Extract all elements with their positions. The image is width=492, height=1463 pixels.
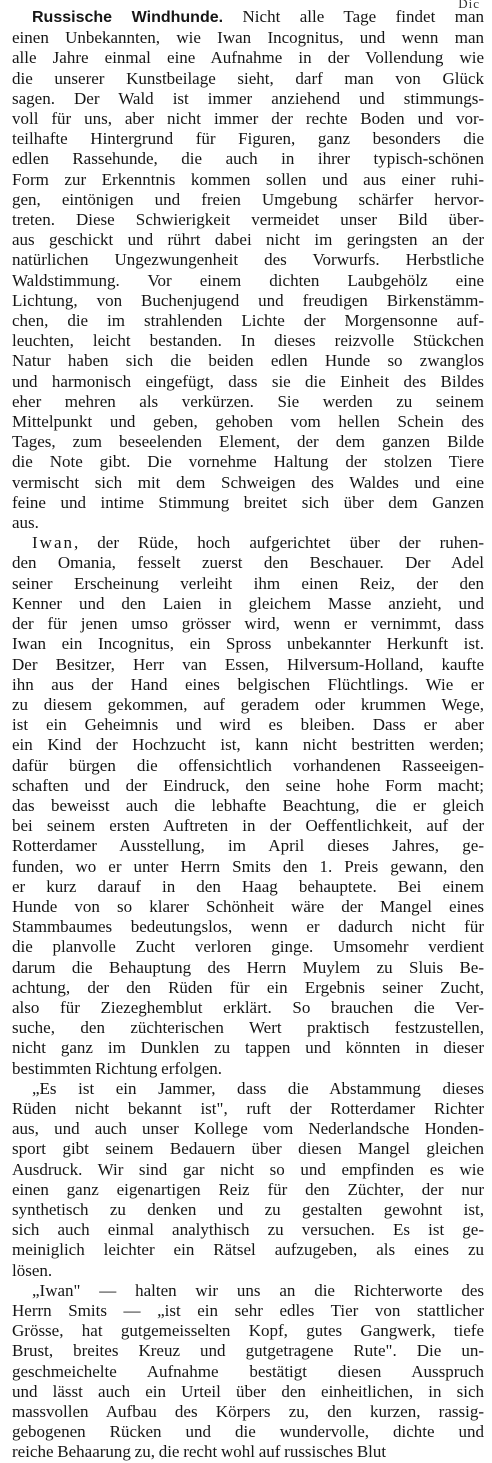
text-line-rest: Nicht alle Tage findet man xyxy=(223,7,484,26)
text-line: Form zur Erkenntnis kommen sollen und aus einer ruhi- xyxy=(12,169,484,189)
text-line: massvollen Aufbau des Körpers zu, den kurzen, rassig- xyxy=(12,1402,484,1422)
text-line: Waldstimmung. Vor einem dichten Laubgehölz eine xyxy=(12,270,484,290)
text-line: seiner Erscheinung verleiht ihm einen Reiz, der den xyxy=(12,573,484,593)
text-line: das beweisst auch die lebhafte Beachtung, die er gleich xyxy=(12,795,484,815)
spaced-name: Iwan xyxy=(32,533,74,553)
text-line: achtung, der den Rüden für ein Ergebnis seiner Zucht, xyxy=(12,977,484,997)
text-line: „Es ist ein Jammer, dass die Abstammung dieses xyxy=(32,1078,484,1098)
text-line: lösen. xyxy=(12,1260,53,1280)
text-line: den Omania, fesselt zuerst den Beschauer. Der Adel xyxy=(12,553,484,573)
text-line: die unserer Kunstbeilage sieht, darf man von Glück xyxy=(12,68,484,88)
text-line: vermischt sich mit dem Schweigen des Waldes und eine xyxy=(12,472,484,492)
text-line: edlen Rassehunde, die auch in ihrer typisch-schönen xyxy=(12,149,484,169)
text-line: Ausdruck. Wir sind gar nicht so und empfinden es wie xyxy=(12,1159,484,1179)
text-line: Grösse, hat gutgemeisselten Kopf, gutes Gangwerk, tiefe xyxy=(12,1321,484,1341)
text-line: sport gibt seinem Bedauern über diesen Mangel gleichen xyxy=(12,1139,484,1159)
text-line: nicht ganz im Dunklen zu tappen und könnten in dieser xyxy=(12,1038,484,1058)
text-line: synthetisch zu denken und zu gestalten gewohnt ist, xyxy=(12,1199,484,1219)
text-line: meiniglich leichter ein Rätsel aufzugeben, als eines zu xyxy=(12,1240,484,1260)
article-body xyxy=(12,7,484,1463)
text-line: reiche Behaarung zu, die recht wohl auf russisches Blut xyxy=(12,1442,387,1462)
text-line: die Note gibt. Die vornehme Haltung der stolzen Tiere xyxy=(12,452,484,472)
text-line: funden, wo er unter Herrn Smits den 1. Preis gewann, den xyxy=(12,856,484,876)
text-line: aus geschickt und rührt dabei nicht im geringsten an der xyxy=(12,230,484,250)
text-line: ihn aus der Hand eines belgischen Flüchtlings. Wie er xyxy=(12,674,484,694)
text-line: Natur haben sich die beiden edlen Hunde so zwanglos xyxy=(12,351,484,371)
text-line: Hunde von so klarer Schönheit wäre der Mangel eines xyxy=(12,896,484,916)
text-line: bestimmten Richtung erfolgen. xyxy=(12,1058,223,1078)
text-line: Der Besitzer, Herr van Essen, Hilversum-Holland, kaufte xyxy=(12,654,484,674)
text-line: und lässt auch ein Urteil über den einheitlichen, in sich xyxy=(12,1381,484,1401)
text-line: ist ein Geheimnis und wird es bleiben. Dass er aber xyxy=(12,715,484,735)
text-line: darum die Behauptung des Herrn Muylem zu Sluis Be- xyxy=(12,957,484,977)
text-line: einen Unbekannten, wie Iwan Incognitus, und wenn man xyxy=(12,28,484,48)
text-line: Stammbaumes bedeutungslos, wenn er dadurch nicht für xyxy=(12,917,484,937)
text-line: Herrn Smits — „ist ein sehr edles Tier von stattlicher xyxy=(12,1301,484,1320)
text-line: teilhafte Hintergrund für Figuren, ganz besonders die xyxy=(12,129,484,149)
text-line: eher mehren als verkürzen. Sie werden zu seinem xyxy=(12,391,484,411)
text-line: chen, die im strahlenden Lichte der Morgensonne auf- xyxy=(12,311,484,331)
text-line: ein Kind der Hochzucht ist, kann nicht bestritten werden; xyxy=(12,735,484,755)
text-line: voll für uns, aber nicht immer der rechte Boden und vor- xyxy=(12,109,484,129)
text-line: Brust, breites Kreuz und gutgetragene Rute". Die un- xyxy=(12,1341,484,1361)
text-line: treten. Diese Schwierigkeit vermeidet unser Bild über- xyxy=(12,210,484,230)
text-line: der für jenen umso grösser wird, wenn er vernimmt, dass xyxy=(12,614,484,634)
text-line: sagen. Der Wald ist immer anziehend und stimmungs- xyxy=(12,88,484,108)
text-line: leuchten, leicht bestanden. In dieses reizvolle Stückchen xyxy=(12,331,484,351)
text-line: sich auch einmal analythisch zu versuchen. Es ist ge- xyxy=(12,1220,484,1240)
paragraph-intro xyxy=(12,7,484,533)
article-title: Russische Windhunde. xyxy=(32,9,224,26)
text-line: gebogenen Rücken und die wundervolle, dichte und xyxy=(12,1422,484,1442)
text-line: suche, den züchterischen Wert praktisch festzustellen, xyxy=(12,1018,484,1038)
text-line: Kenner und den Laien in gleichem Masse anzieht, und xyxy=(12,593,484,613)
text-line: Tages, zum beseelenden Element, der dem ganzen Bilde xyxy=(12,432,484,452)
text-line: Rüden nicht bekannt ist", ruft der Rotterdamer Richter xyxy=(12,1098,484,1118)
text-line: einen ganz eigenartigen Reiz für den Züchter, der nur xyxy=(12,1179,484,1199)
text-line-rest: , der Rüde, hoch aufgerichtet über der ruhen- xyxy=(73,533,484,553)
text-line: aus. xyxy=(12,513,39,533)
text-line: gen, eintönigen und freien Umgebung schärfer hervor- xyxy=(12,189,484,209)
text-line: feine und intime Stimmung breitet sich über dem Ganzen xyxy=(12,492,484,512)
text-line: aus, und auch unser Kollege vom Nederlandsche Honden- xyxy=(12,1119,484,1139)
text-line: Rotterdamer Ausstellung, im April dieses Jahres, ge- xyxy=(12,836,484,856)
text-line: Lichtung, von Buchenjugend und freudigen Birkenstämm- xyxy=(12,290,484,310)
text-line: dafür bürgen die offensichtlich vorhandenen Rasseeigen- xyxy=(12,755,484,775)
text-line: Iwan ein Incognitus, ein Spross unbekannter Herkunft ist. xyxy=(12,634,484,654)
text-line: natürlichen Ungezwungenheit des Vorwurfs. Herbstliche xyxy=(12,250,484,270)
text-line: alle Jahre einmal eine Aufnahme in der Vollendung wie xyxy=(12,48,484,68)
text-line xyxy=(12,533,484,553)
text-line: Mittelpunkt und geben, gehoben vom hellen Schein des xyxy=(12,412,484,432)
text-line: schaften und der Eindruck, den seine hohe Form macht; xyxy=(12,775,484,795)
text-line: „Iwan" — halten wir uns an die Richterworte des xyxy=(32,1280,484,1300)
paragraph-iwan xyxy=(12,533,484,1078)
text-line: die planvolle Zucht verloren ginge. Umsomehr verdient xyxy=(12,937,484,957)
text-line: und harmonisch eingefügt, dass sie die Einheit des Bildes xyxy=(12,371,484,391)
page-corner-mark: Dic xyxy=(458,0,480,11)
paragraph-judge xyxy=(12,1281,484,1463)
text-line: also für Ziezeghemblut erklärt. So brauchen die Ver- xyxy=(12,997,484,1017)
text-line: zu diesem gekommen, auf geradem oder krummen Wege, xyxy=(12,694,484,714)
text-line xyxy=(12,7,484,28)
text-line: bei seinem ersten Auftreten in der Oeffentlichkeit, auf der xyxy=(12,816,484,836)
paragraph-quote xyxy=(12,1079,484,1281)
text-line: er kurz darauf in den Haag behauptete. Bei einem xyxy=(12,876,484,896)
text-line: geschmeichelte Aufnahme bestätigt diesen Ausspruch xyxy=(12,1361,484,1381)
